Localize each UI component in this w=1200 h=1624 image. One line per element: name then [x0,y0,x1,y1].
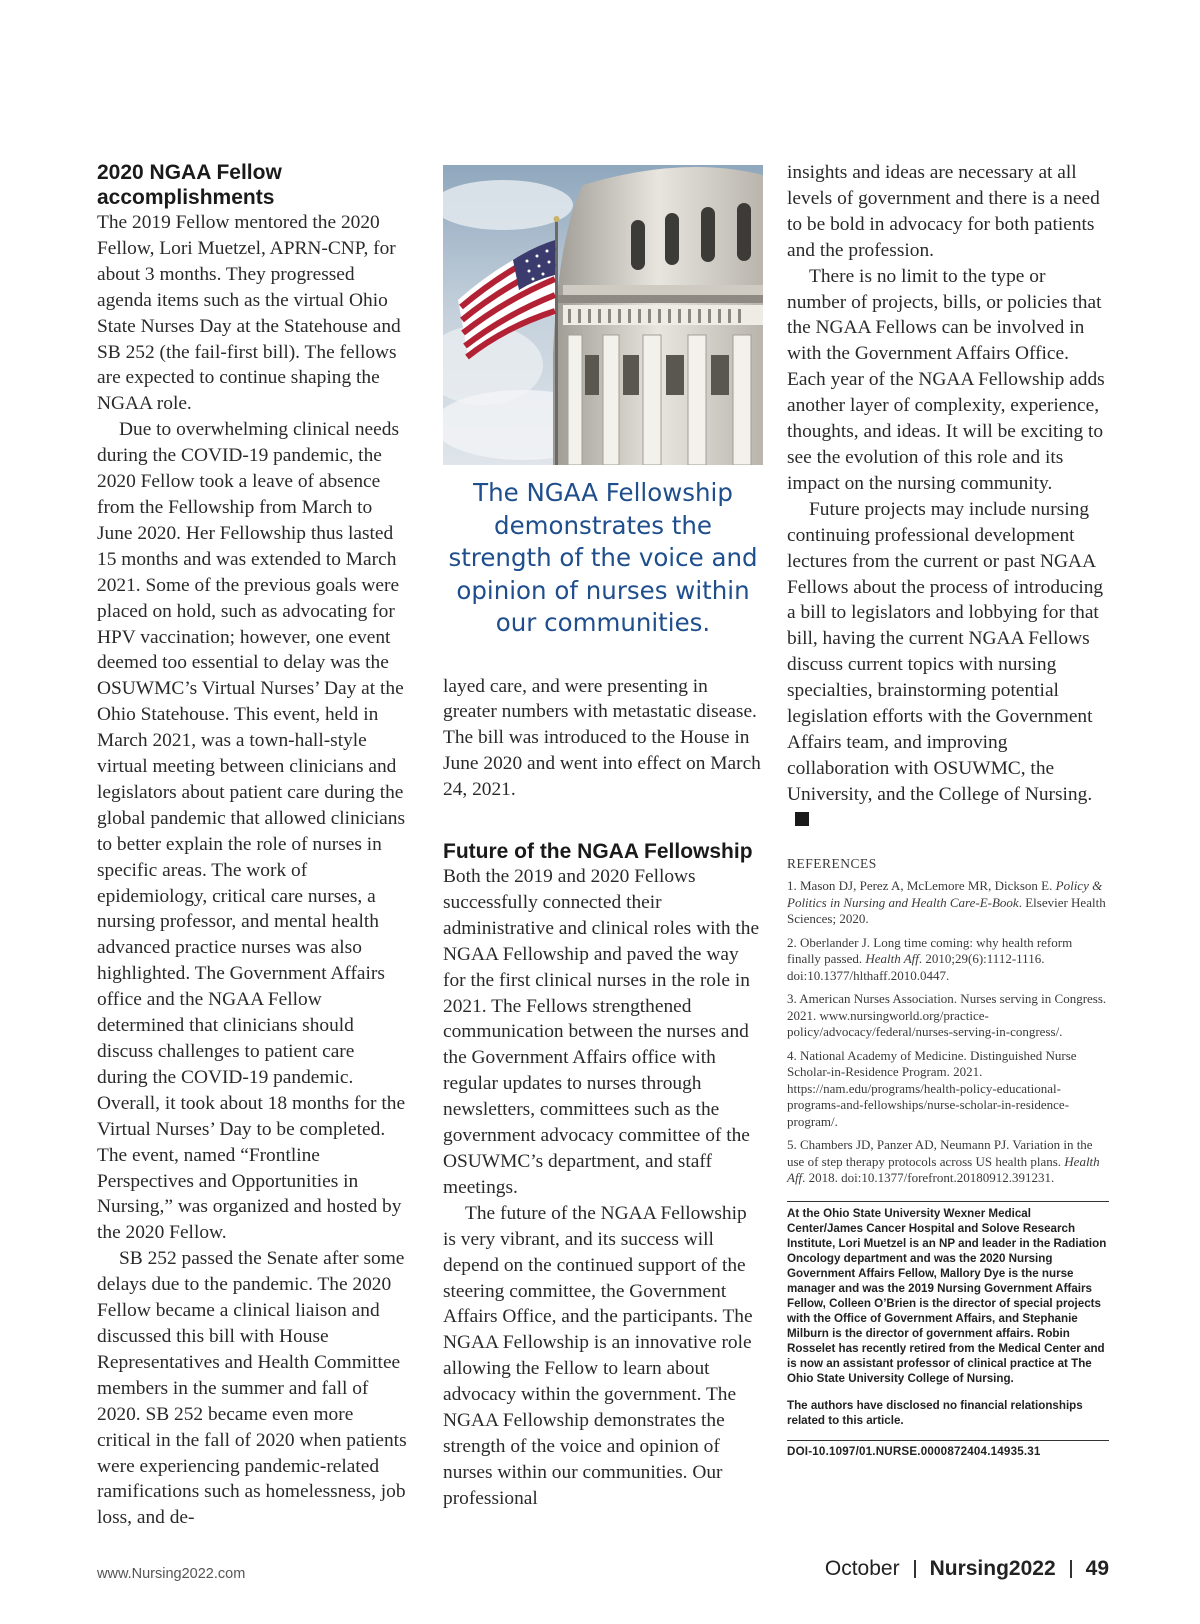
paragraph: insights and ideas are necessary at all levels of government and there is a need to be bold in advocacy for both patients and the profession. [787,162,1100,261]
references [787,856,1109,1187]
author-bio [787,1201,1109,1428]
column-3 [787,160,1109,1458]
ref-text: . Elsevier Health Sciences; 2020. [787,894,1106,927]
paragraph-text: Future projects may include nursing continuing professional development lectures from the current or past NGAA Fellows about the process of introducing a bill to legislators and lobbying for that bill, having the current NGAA Fellows discuss current topics with nursing specialties, brainstorming potential legislation efforts with the Government Affairs team, and improving collaboration with OSUWMC, the University, and the College of Nursing. [787,498,1104,805]
capitol-dome-photo [443,165,763,465]
divider [1070,1560,1072,1578]
column-2-body [443,864,763,1512]
ref-text: 5. Chambers JD, Panzer AD, Neumann PJ. Variation in the use of step therapy protocols across US health plans. [787,1137,1093,1169]
section-heading-future: Future of the NGAA Fellowship [443,840,753,864]
column-2 [443,165,763,1512]
end-mark-icon [795,812,809,826]
ref-journal: Health Aff [787,1153,1100,1186]
ref-journal: Policy & Politics in Nursing and Health Care-E-Book [787,878,1103,910]
paragraph: layed care, and were presenting in greater numbers with metastatic disease. The bill was introduced to the House in June 2020 and went into effect on March 24, 2021. [443,675,761,801]
paragraph: The 2019 Fellow mentored the 2020 Fellow, Lori Muetzel, APRN-CNP, for about 3 months. They progressed agenda items such as the virtual Ohio State Nurses Day at the Statehouse and SB 252 (the fail-first bill). The fellows are expected to continue shaping the NGAA role. [97,212,401,415]
column-1-body [97,210,407,1531]
footer-magazine: Nursing2022 [929,1557,1056,1580]
doi: DOI-10.1097/01.NURSE.0000872404.14935.31 [787,1440,1109,1458]
ref-text: . 2018. doi:10.1377/forefront.20180912.391231. [802,1170,1055,1186]
paragraph: Due to overwhelming clinical needs during the COVID-19 pandemic, the 2020 Fellow took a leave of absence from the Fellowship from March to June 2020. Her Fellowship thus lasted 15 months and was extended to March 2021. Some of the previous goals were placed on hold, such as advocating for HPV vaccination; however, one event deemed too essential to delay was the OSUWMC’s Virtual Nurses’ Day at the Ohio Statehouse. This event, held in March 2021, was a town-hall-style virtual meeting between clinicians and legislators about patient care during the global pandemic that allowed clinicians to better explain the role of nurses in specific areas. The work of epidemiology, critical care nurses, a nursing professor, and mental health advanced practice nurses was also highlighted. The Government Affairs office and the NGAA Fellow determined that clinicians should discuss challenges to patient care during the COVID-19 pandemic. Overall, it took about 18 months for the Virtual Nurses’ Day to be completed. The event, named “Frontline Perspectives and Opportunities in Nursing,” was organized and hosted by the 2020 Fellow. [97,419,406,1244]
ref-journal: Health Aff [865,951,919,967]
disclosure-text: The authors have disclosed no financial relationships related to this article. [787,1398,1083,1427]
footer-month: October [824,1557,900,1580]
bio-text: At the Ohio State University Wexner Medical Center/James Cancer Hospital and Solove Research Institute, Lori Muetzel is an NP and leader in the Radiation Oncology department and was the 2020 Nursing Government Affairs Fellow, Mallory Dye is the nurse manager and was the 2019 Nursing Government Affairs Fellow, Colleen O’Brien is the director of special projects with the Office of Government Affairs, and Stephanie Milburn is the director of government affairs. Robin Rosselet has recently retired from the Medical Center and is now an assistant professor of clinical practice at The Ohio State University College of Nursing. [787,1206,1107,1385]
column-1 [97,160,407,1531]
ref-text: 2. Oberlander J. Long time coming: why health reform finally passed. [787,934,1073,967]
page-number: 49 [1085,1557,1109,1580]
paragraph: There is no limit to the type or number of projects, bills, or policies that the NGAA Fellows can be involved in with the Government Affairs Office. Each year of the NGAA Fellowship adds another layer of complexity, experience, thoughts, and ideas. It will be exciting to see the evolution of this role and its impact on the nursing community. [787,265,1105,494]
column-3-body [787,160,1109,834]
paragraph: The future of the NGAA Fellowship is very vibrant, and its success will depend on the continued support of the steering committee, the Government Affairs Office, and the participants. The NGAA Fellowship is an innovative role allowing the Fellow to learn about advocacy within the government. The NGAA Fellowship demonstrates the strength of the voice and opinion of nurses within our communities. Our professional [443,1202,753,1509]
paragraph [787,497,1109,834]
reference-item [787,878,1109,928]
pull-quote: The NGAA Fellowship demonstrates the strength of the voice and opinion of nurses within our communities. [448,478,758,637]
divider [914,1560,916,1578]
paragraph: Both the 2019 and 2020 Fellows successfully connected their administrative and clinical roles with the NGAA Fellowship and paved the way for the first clinical nurses in the role in 2021. The Fellows strengthened communication between the nurses and the Government Affairs office with regular updates to nurses through newsletters, committees such as the government advocacy committee of the OSUWMC’s department, and staff meetings. [443,866,760,1198]
references-list [787,878,1109,1187]
ref-text: 1. Mason DJ, Perez A, McLemore MR, Dickson E. [787,878,1056,894]
ref-text: . 2010;29(6):1112-1116. doi:10.1377/hlthaff.2010.0447. [787,951,1045,983]
section-heading-accomplishments: 2020 NGAA Fellow accomplishments [97,161,282,209]
reference-item [787,1137,1109,1187]
column-2-body-top [443,674,763,804]
paragraph: SB 252 passed the Senate after some delays due to the pandemic. The 2020 Fellow became a clinical liaison and discussed this bill with House Representatives and Health Committee members in the summer and fall of 2020. SB 252 became even more critical in the fall of 2020 when patients were experiencing pandemic-related ramifications such as homelessness, job loss, and de- [97,1248,407,1529]
footer-website: www.Nursing2022.com [97,1566,246,1582]
reference-item [787,1048,1109,1131]
reference-item [787,935,1109,985]
reference-item [787,991,1109,1041]
footer-folio [825,1557,1109,1581]
ref-text: 3. American Nurses Association. Nurses serving in Congress. 2021. www.nursingworld.org/practice-policy/advocacy/federal/nurses-serving-in-congress/. [787,991,1107,1040]
references-title: REFERENCES [787,855,877,871]
ref-text: 4. National Academy of Medicine. Distinguished Nurse Scholar-in-Residence Program. 2021. https://nam.edu/programs/health-policy-educational-programs-and-fellowships/nurse-scholar-in-residence-program/. [787,1047,1077,1129]
